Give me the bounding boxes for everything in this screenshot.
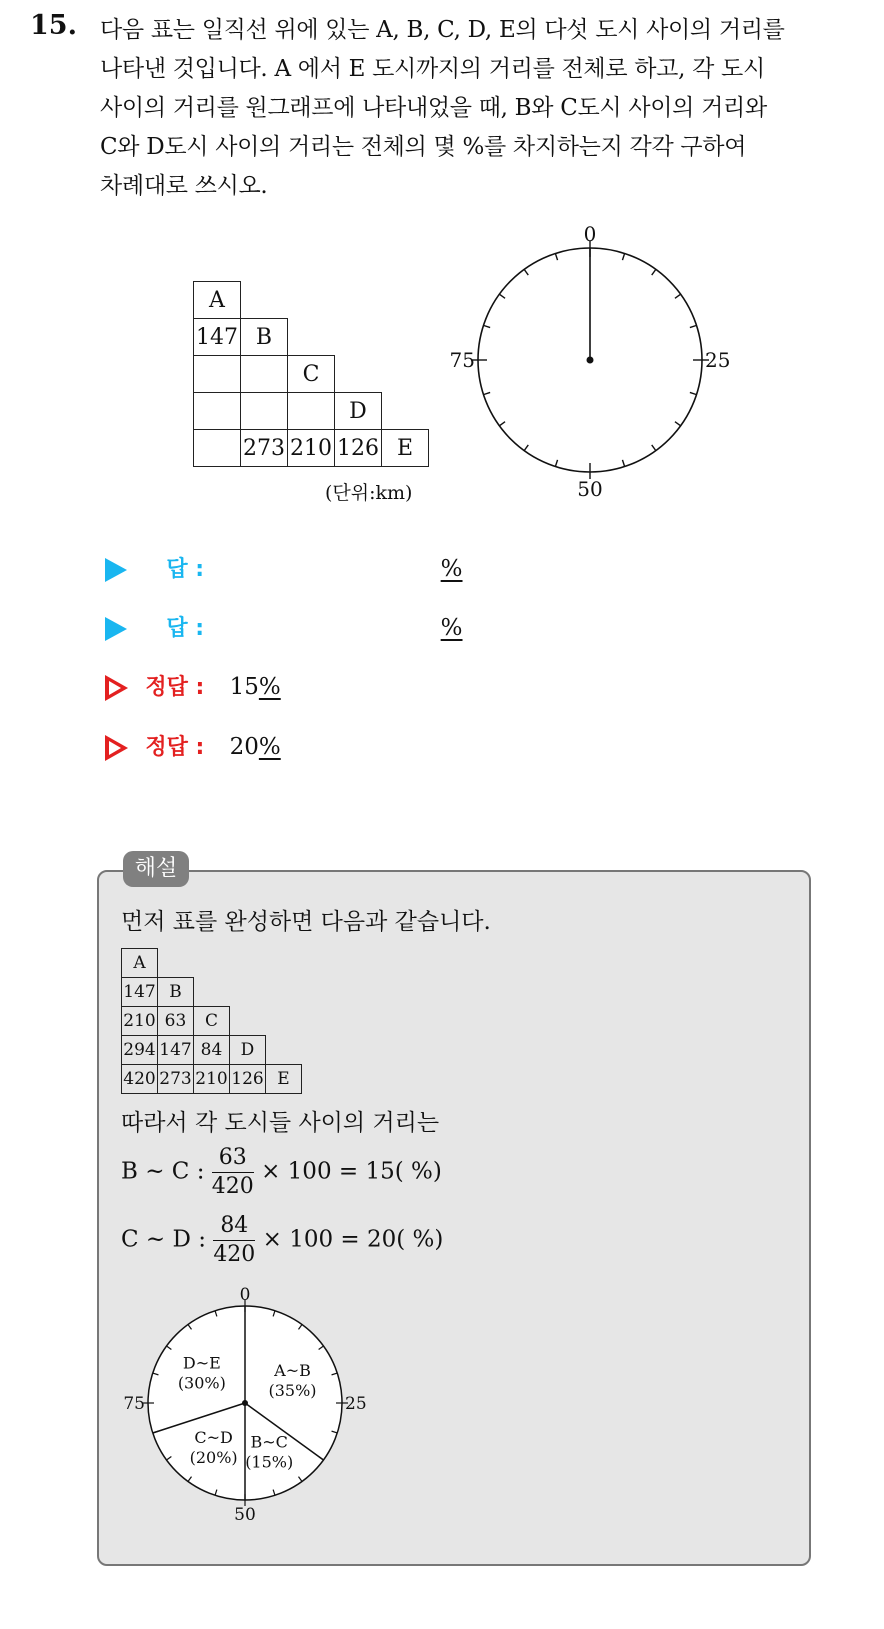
table-cell: C <box>288 356 335 393</box>
circle-label-left: 75 <box>449 348 475 372</box>
table-cell: 147 <box>194 319 241 356</box>
tick-mark <box>555 460 557 467</box>
correct-unit: % <box>258 674 281 700</box>
answer-label: 답 : <box>166 557 205 582</box>
answer-unit: % <box>440 556 463 582</box>
table-cell: 147 <box>122 978 158 1007</box>
fraction-denominator: 420 <box>213 1242 256 1267</box>
outline-arrow-icon <box>105 735 128 761</box>
table-cell: A <box>194 282 241 319</box>
play-arrow-icon <box>105 558 127 582</box>
tick-mark <box>483 392 490 394</box>
fraction <box>212 1144 254 1201</box>
tick-mark <box>675 294 681 298</box>
explanation-line: 따라서 각 도시들 사이의 거리는 <box>121 1110 440 1136</box>
pie-center-dot <box>242 1400 248 1406</box>
table-cell <box>194 430 241 467</box>
table-cell: 84 <box>194 1036 230 1065</box>
equation-cd <box>121 1212 443 1269</box>
tick-mark <box>499 422 505 426</box>
table-cell <box>241 356 288 393</box>
table-cell: B <box>241 319 288 356</box>
correct-answer-row <box>105 730 281 761</box>
table-cell: A <box>122 949 158 978</box>
tick-mark <box>675 422 681 426</box>
table-cell: B <box>158 978 194 1007</box>
circle-label-bottom: 50 <box>577 477 603 501</box>
table-cell: 210 <box>122 1007 158 1036</box>
play-arrow-icon <box>105 617 127 641</box>
correct-value: 20 <box>229 734 259 760</box>
slice-percent-label: (15%) <box>245 1452 294 1472</box>
correct-answer-row <box>105 670 281 701</box>
correct-label: 정답 : <box>145 735 205 760</box>
tick-mark <box>652 269 656 275</box>
question-number: 15. <box>30 10 77 41</box>
table-cell <box>194 356 241 393</box>
explanation-tab: 해설 <box>123 851 189 887</box>
question-line: 사이의 거리를 원그래프에 나타내었을 때, B와 C도시 사이의 거리와 <box>100 95 767 121</box>
pie-chart <box>110 1284 390 1529</box>
completed-distance-table <box>121 948 302 1094</box>
explanation-intro: 먼저 표를 완성하면 다음과 같습니다. <box>121 909 491 935</box>
question-text <box>100 11 860 206</box>
slice-percent-label: (30%) <box>177 1373 226 1393</box>
center-dot <box>587 357 594 364</box>
circle-label-right: 25 <box>705 348 731 372</box>
correct-value: 15 <box>229 674 259 700</box>
table-cell: D <box>230 1036 266 1065</box>
outline-arrow-icon <box>105 675 128 701</box>
table-cell: C <box>194 1007 230 1036</box>
fraction-numerator: 84 <box>213 1212 255 1241</box>
pie-label-right: 25 <box>345 1394 367 1414</box>
pie-label-bottom: 50 <box>234 1505 256 1525</box>
table-cell: 420 <box>122 1065 158 1094</box>
tick-mark <box>622 253 624 260</box>
equation-bc <box>121 1144 442 1201</box>
tick-mark <box>524 445 528 451</box>
table-cell: 273 <box>158 1065 194 1094</box>
tick-mark <box>622 460 624 467</box>
pie-label-top: 0 <box>239 1285 251 1305</box>
circle-label-top: 0 <box>583 222 597 246</box>
slice-name-label: D~E <box>182 1353 221 1373</box>
table-cell: 210 <box>194 1065 230 1094</box>
answer-row <box>105 611 463 642</box>
table-cell: 273 <box>241 430 288 467</box>
correct-label: 정답 : <box>145 675 205 700</box>
tick-mark <box>652 445 656 451</box>
table-cell: 126 <box>335 430 382 467</box>
fraction-numerator: 63 <box>212 1144 254 1173</box>
unit-label: (단위:km) <box>325 482 413 504</box>
table-cell: E <box>382 430 429 467</box>
question-line: 차례대로 쓰시오. <box>100 173 268 199</box>
table-cell: D <box>335 393 382 430</box>
tick-mark <box>690 392 697 394</box>
answer-unit: % <box>440 615 463 641</box>
empty-circle-graph <box>440 218 750 503</box>
tick-mark <box>499 294 505 298</box>
equation-prefix: C ~ D : <box>121 1226 206 1253</box>
table-cell: 210 <box>288 430 335 467</box>
slice-percent-label: (35%) <box>268 1380 317 1400</box>
table-cell: 63 <box>158 1007 194 1036</box>
table-cell: 126 <box>230 1065 266 1094</box>
slice-percent-label: (20%) <box>189 1448 238 1468</box>
slice-name-label: B~C <box>250 1432 288 1452</box>
pie-label-left: 75 <box>123 1394 145 1414</box>
correct-unit: % <box>258 734 281 760</box>
table-cell <box>288 393 335 430</box>
table-cell: 294 <box>122 1036 158 1065</box>
equation-suffix: × 100 = 15( %) <box>261 1158 442 1185</box>
tick-mark <box>524 269 528 275</box>
tick-mark <box>483 325 490 327</box>
tick-mark <box>555 253 557 260</box>
question-line: 나타낸 것입니다. A 에서 E 도시까지의 거리를 전체로 하고, 각 도시 <box>100 56 765 82</box>
fraction <box>213 1212 255 1269</box>
table-cell: 147 <box>158 1036 194 1065</box>
table-cell: E <box>266 1065 302 1094</box>
answer-row <box>105 552 463 583</box>
tick-mark <box>690 325 697 327</box>
equation-prefix: B ~ C : <box>121 1158 205 1185</box>
question-line: C와 D도시 사이의 거리는 전체의 몇 %를 차지하는지 각각 구하여 <box>100 134 747 160</box>
distance-table <box>193 281 429 467</box>
slice-name-label: C~D <box>194 1428 233 1448</box>
table-cell <box>241 393 288 430</box>
table-cell <box>194 393 241 430</box>
answer-label: 답 : <box>166 616 205 641</box>
question-line: 다음 표는 일직선 위에 있는 A, B, C, D, E의 다섯 도시 사이의 거리를 <box>100 17 785 43</box>
slice-name-label: A~B <box>274 1360 311 1380</box>
equation-suffix: × 100 = 20( %) <box>262 1226 444 1253</box>
fraction-denominator: 420 <box>211 1174 254 1199</box>
